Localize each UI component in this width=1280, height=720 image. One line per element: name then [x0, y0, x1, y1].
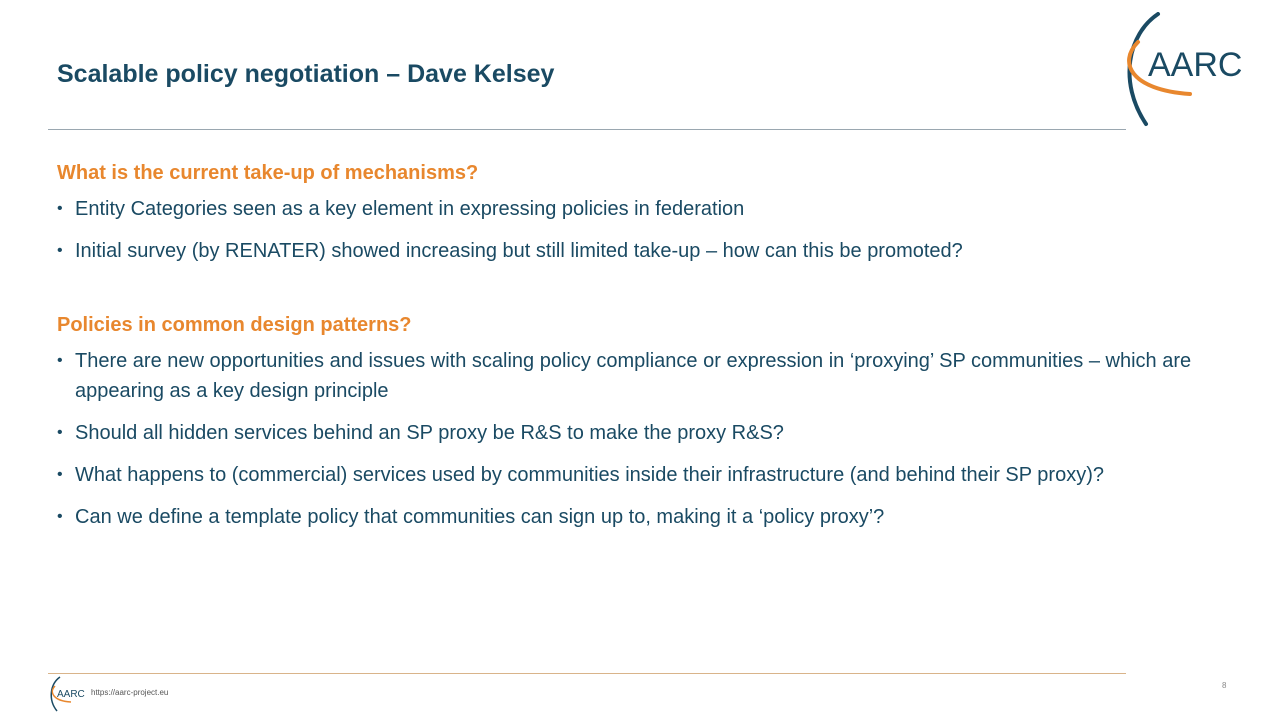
bullet-list-design-patterns [57, 346, 1217, 532]
bullet-item [57, 460, 1217, 490]
bullet-text: Entity Categories seen as a key element in expressing policies in federation [75, 198, 745, 220]
bullet-item [57, 502, 1217, 532]
section-heading-takeup: What is the current take-up of mechanisms? [57, 162, 479, 184]
bullet-text: Can we define a template policy that communities can sign up to, making it a ‘policy proxy’? [75, 506, 885, 528]
bullet-item [57, 418, 1217, 448]
footer-url-link[interactable]: https://aarc-project.eu [91, 688, 169, 697]
page-number: 8 [1222, 681, 1227, 690]
bullet-text: There are new opportunities and issues with scaling policy compliance or expression in ‘proxying’ SP communities – which are appearing as a key design principle [75, 350, 1192, 402]
bullet-list-takeup [57, 194, 1217, 266]
bullet-dot-icon: • [57, 466, 63, 483]
bullet-text: Initial survey (by RENATER) showed increasing but still limited take-up – how can this be promoted? [75, 240, 963, 262]
bullet-text: Should all hidden services behind an SP proxy be R&S to make the proxy R&S? [75, 422, 784, 444]
footer-aarc-logo [46, 676, 90, 712]
footer-logo-text: AARC [57, 689, 85, 700]
bullet-item [57, 346, 1217, 406]
bullet-dot-icon: • [57, 352, 63, 369]
slide-title: Scalable policy negotiation – Dave Kelsey [57, 60, 555, 88]
bullet-dot-icon: • [57, 508, 63, 525]
bullet-dot-icon: • [57, 242, 63, 259]
bullet-item [57, 194, 1217, 224]
header-divider [48, 129, 1126, 130]
bullet-text: What happens to (commercial) services used by communities inside their infrastructure (and behind their SP proxy)? [75, 464, 1104, 486]
bullet-item [57, 236, 1217, 266]
aarc-logo-text: AARC [1148, 46, 1243, 84]
footer-divider [48, 673, 1126, 674]
slide-content [57, 158, 1217, 544]
aarc-logo [1110, 12, 1250, 128]
bullet-dot-icon: • [57, 424, 63, 441]
section-heading-design-patterns: Policies in common design patterns? [57, 314, 412, 336]
bullet-dot-icon: • [57, 200, 63, 217]
